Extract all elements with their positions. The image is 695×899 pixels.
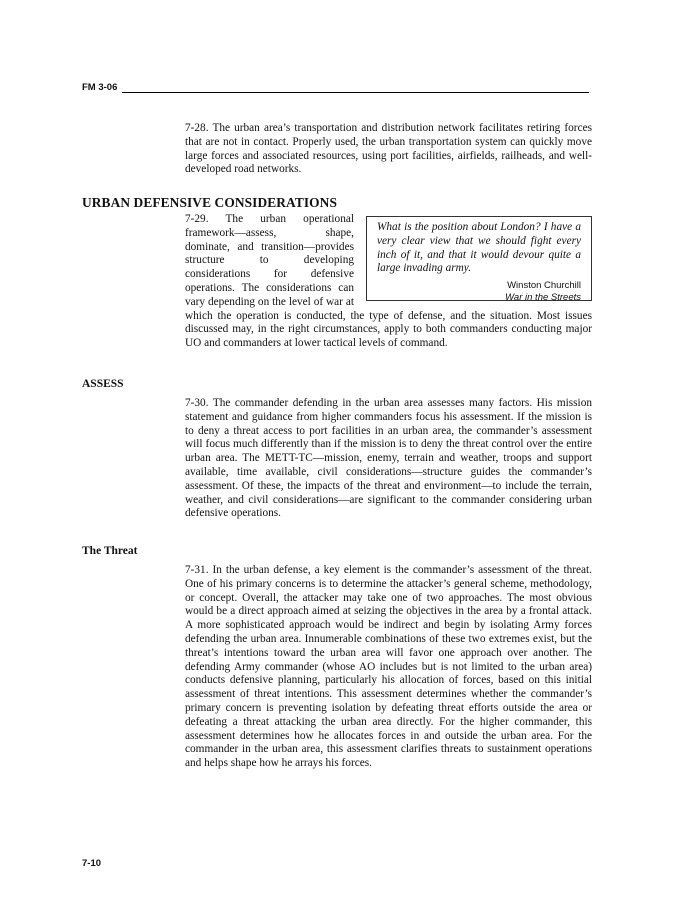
heading-assess: ASSESS — [82, 378, 124, 390]
paragraph-7-30: 7-30. The commander defending in the urban area assesses many factors. His mission statement and guidance from higher commanders focus his assessment. If the mission is to deny a threat access to port facilities in an urban area, the commander’s assessment will focus much differently than if the mission is to deny the threat control over the entire urban area. The METT-TC—mission, enemy, terrain and weather, troops and support available, time available, civil considerations—structure guides the commander’s assessment. Of these, the impacts of the threat and environment—to include the terrain, weather, and civil considerations—are significant to the commander considering urban defensive operations. — [185, 397, 592, 520]
running-header — [82, 82, 589, 94]
header-rule — [122, 92, 589, 93]
heading-the-threat: The Threat — [82, 545, 138, 557]
churchill-quote-box — [366, 216, 592, 304]
paragraph-7-29: 7-29. The urban operational framework—assess, shape, dominate, and transition—provides structure to developing considerations for defensive operations. The considerations can vary depending on the level of war at which the operation is conducted, the type of defense, and the situation. Most issues discussed may, in the right circumstances, apply to both commanders conducting major UO and commanders at lower tactical levels of command. — [185, 213, 592, 350]
section-heading: URBAN DEFENSIVE CONSIDERATIONS — [82, 195, 337, 210]
header-label: FM 3-06 — [82, 82, 118, 93]
quote-text: What is the position about London? I have a very clear view that we should fight every inch of it, and that it would devour quite a large invading army. — [377, 221, 581, 275]
page-number: 7-10 — [82, 858, 102, 869]
paragraph-7-28: 7-28. The urban area’s transportation and distribution network facilitates retiring forces that are not in contact. Properly used, the urban transportation system can quickly move large forces and associated resources, using port facilities, airfields, railheads, and well-developed road networks. — [185, 122, 592, 176]
quote-author: Winston Churchill — [507, 280, 581, 292]
quote-source: War in the Streets — [505, 292, 581, 304]
paragraph-7-29-container — [185, 213, 592, 351]
paragraph-7-31: 7-31. In the urban defense, a key element is the commander’s assessment of the threat. One of his primary concerns is to determine the attacker’s general scheme, methodology, or concept. Overall, the attacker may take one of two approaches. The most obvious would be a direct approach aimed at seizing the objectives in the area by a frontal attack. A more sophisticated approach would be indirect and begin by isolating Army forces defending the urban area. Innumerable combinations of these two extremes exist, but the threat’s intentions toward the urban area will favor one approach over another. The defending Army commander (whose AO includes but is not limited to the urban area) conducts defensive planning, particularly his allocation of forces, based on this initial assessment of threat intentions. This assessment determines whether the commander’s primary concern is preventing isolation by defeating threat efforts outside the area or defeating a threat attacking the urban area directly. For the higher commander, this assessment determines how he allocates forces in and outside the urban area. For the commander in the urban area, this assessment clarifies threats to sustainment operations and helps shape how he arrays his forces. — [185, 564, 592, 770]
